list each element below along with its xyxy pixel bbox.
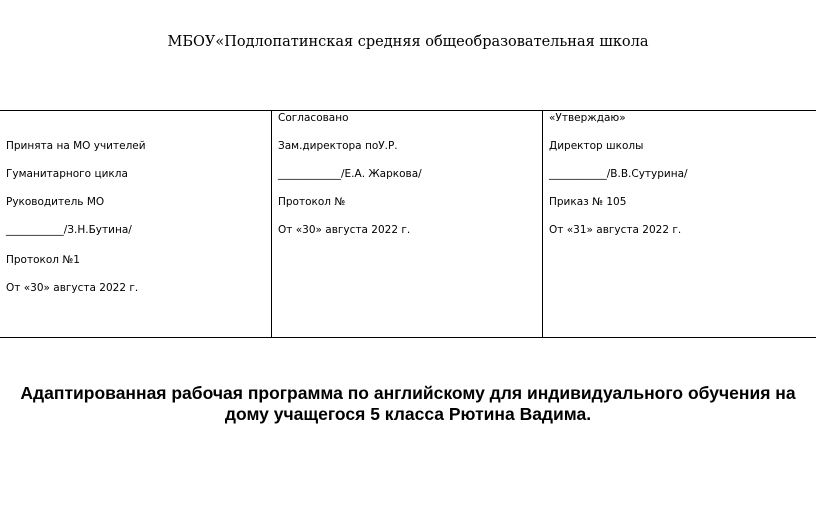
program-title bbox=[0, 383, 816, 425]
mo-protocol: Протокол №1 bbox=[6, 254, 80, 266]
mo-head-label: Руководитель МО bbox=[6, 196, 105, 208]
order-number: Приказ № 105 bbox=[549, 196, 627, 208]
mo-head-signature: ___________/З.Н.Бутина/ bbox=[6, 224, 132, 236]
program-title-line-1: Адаптированная рабочая программа по английскому для индивидуального обучения на bbox=[20, 383, 796, 403]
agreed-date: От «30» августа 2022 г. bbox=[278, 224, 411, 236]
approval-table bbox=[0, 110, 816, 338]
director-signature: ___________/В.В.Сутурина/ bbox=[549, 168, 688, 180]
deputy-director-label: Зам.директора поУ.Р. bbox=[278, 140, 398, 152]
program-title-line-2: дому учащегося 5 класса Рютина Вадима. bbox=[224, 404, 592, 424]
approved-label: «Утверждаю» bbox=[549, 112, 626, 124]
mo-accepted-label: Принята на МО учителей bbox=[6, 140, 146, 152]
agreed-protocol: Протокол № bbox=[278, 196, 346, 208]
approval-cell-mo bbox=[0, 111, 272, 337]
approval-cell-agreed bbox=[272, 111, 543, 337]
approved-date: От «31» августа 2022 г. bbox=[549, 224, 682, 236]
agreed-label: Согласовано bbox=[278, 112, 349, 124]
school-name: МБОУ«Подлопатинская средняя общеобразовательная школа bbox=[167, 34, 649, 50]
mo-date: От «30» августа 2022 г. bbox=[6, 282, 139, 294]
deputy-director-signature: ____________/Е.А. Жаркова/ bbox=[278, 168, 422, 180]
director-label: Директор школы bbox=[549, 140, 644, 152]
approval-cell-approved bbox=[543, 111, 816, 337]
mo-department: Гуманитарного цикла bbox=[6, 168, 128, 180]
